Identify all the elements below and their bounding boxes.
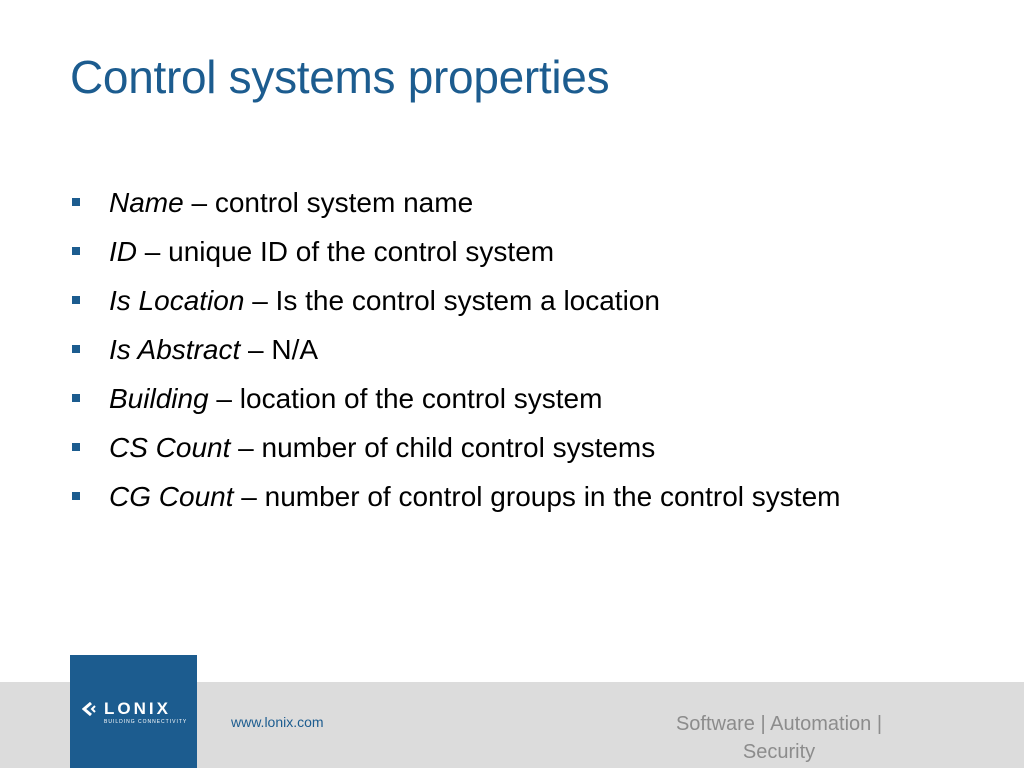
property-description: – Is the control system a location xyxy=(244,285,660,316)
bullet-square-icon xyxy=(72,394,80,402)
bullet-square-icon xyxy=(72,443,80,451)
property-description: – location of the control system xyxy=(208,383,603,414)
list-item xyxy=(72,480,952,514)
bullet-square-icon xyxy=(72,247,80,255)
property-description: – N/A xyxy=(240,334,319,365)
website-link[interactable]: www.lonix.com xyxy=(231,714,324,730)
list-item xyxy=(72,333,952,367)
slide-title: Control systems properties xyxy=(70,51,610,103)
lonix-mark-icon xyxy=(82,702,100,716)
property-term: Is Abstract xyxy=(109,334,241,365)
property-description: – unique ID of the control system xyxy=(137,236,555,267)
property-term: CG Count xyxy=(109,481,234,512)
list-item xyxy=(72,186,952,220)
list-item xyxy=(72,235,952,269)
property-term: CS Count xyxy=(109,432,231,463)
property-term: Is Location xyxy=(109,285,245,316)
footer-tagline: Software | Automation | Security xyxy=(675,713,883,763)
property-list xyxy=(72,186,952,529)
logo-wordmark: LONIX xyxy=(104,699,171,718)
bullet-square-icon xyxy=(72,296,80,304)
bullet-square-icon xyxy=(72,198,80,206)
property-description: – control system name xyxy=(183,187,474,218)
property-term: Name xyxy=(109,187,184,218)
logo-tagline: BUILDING CONNECTIVITY xyxy=(104,719,188,725)
property-description: – number of child control systems xyxy=(230,432,656,463)
lonix-logo xyxy=(70,655,197,768)
property-description: – number of control groups in the control system xyxy=(233,481,841,512)
list-item xyxy=(72,284,952,318)
list-item xyxy=(72,382,952,416)
property-term: ID xyxy=(109,236,137,267)
bullet-square-icon xyxy=(72,492,80,500)
bullet-square-icon xyxy=(72,345,80,353)
list-item xyxy=(72,431,952,465)
property-term: Building xyxy=(109,383,209,414)
